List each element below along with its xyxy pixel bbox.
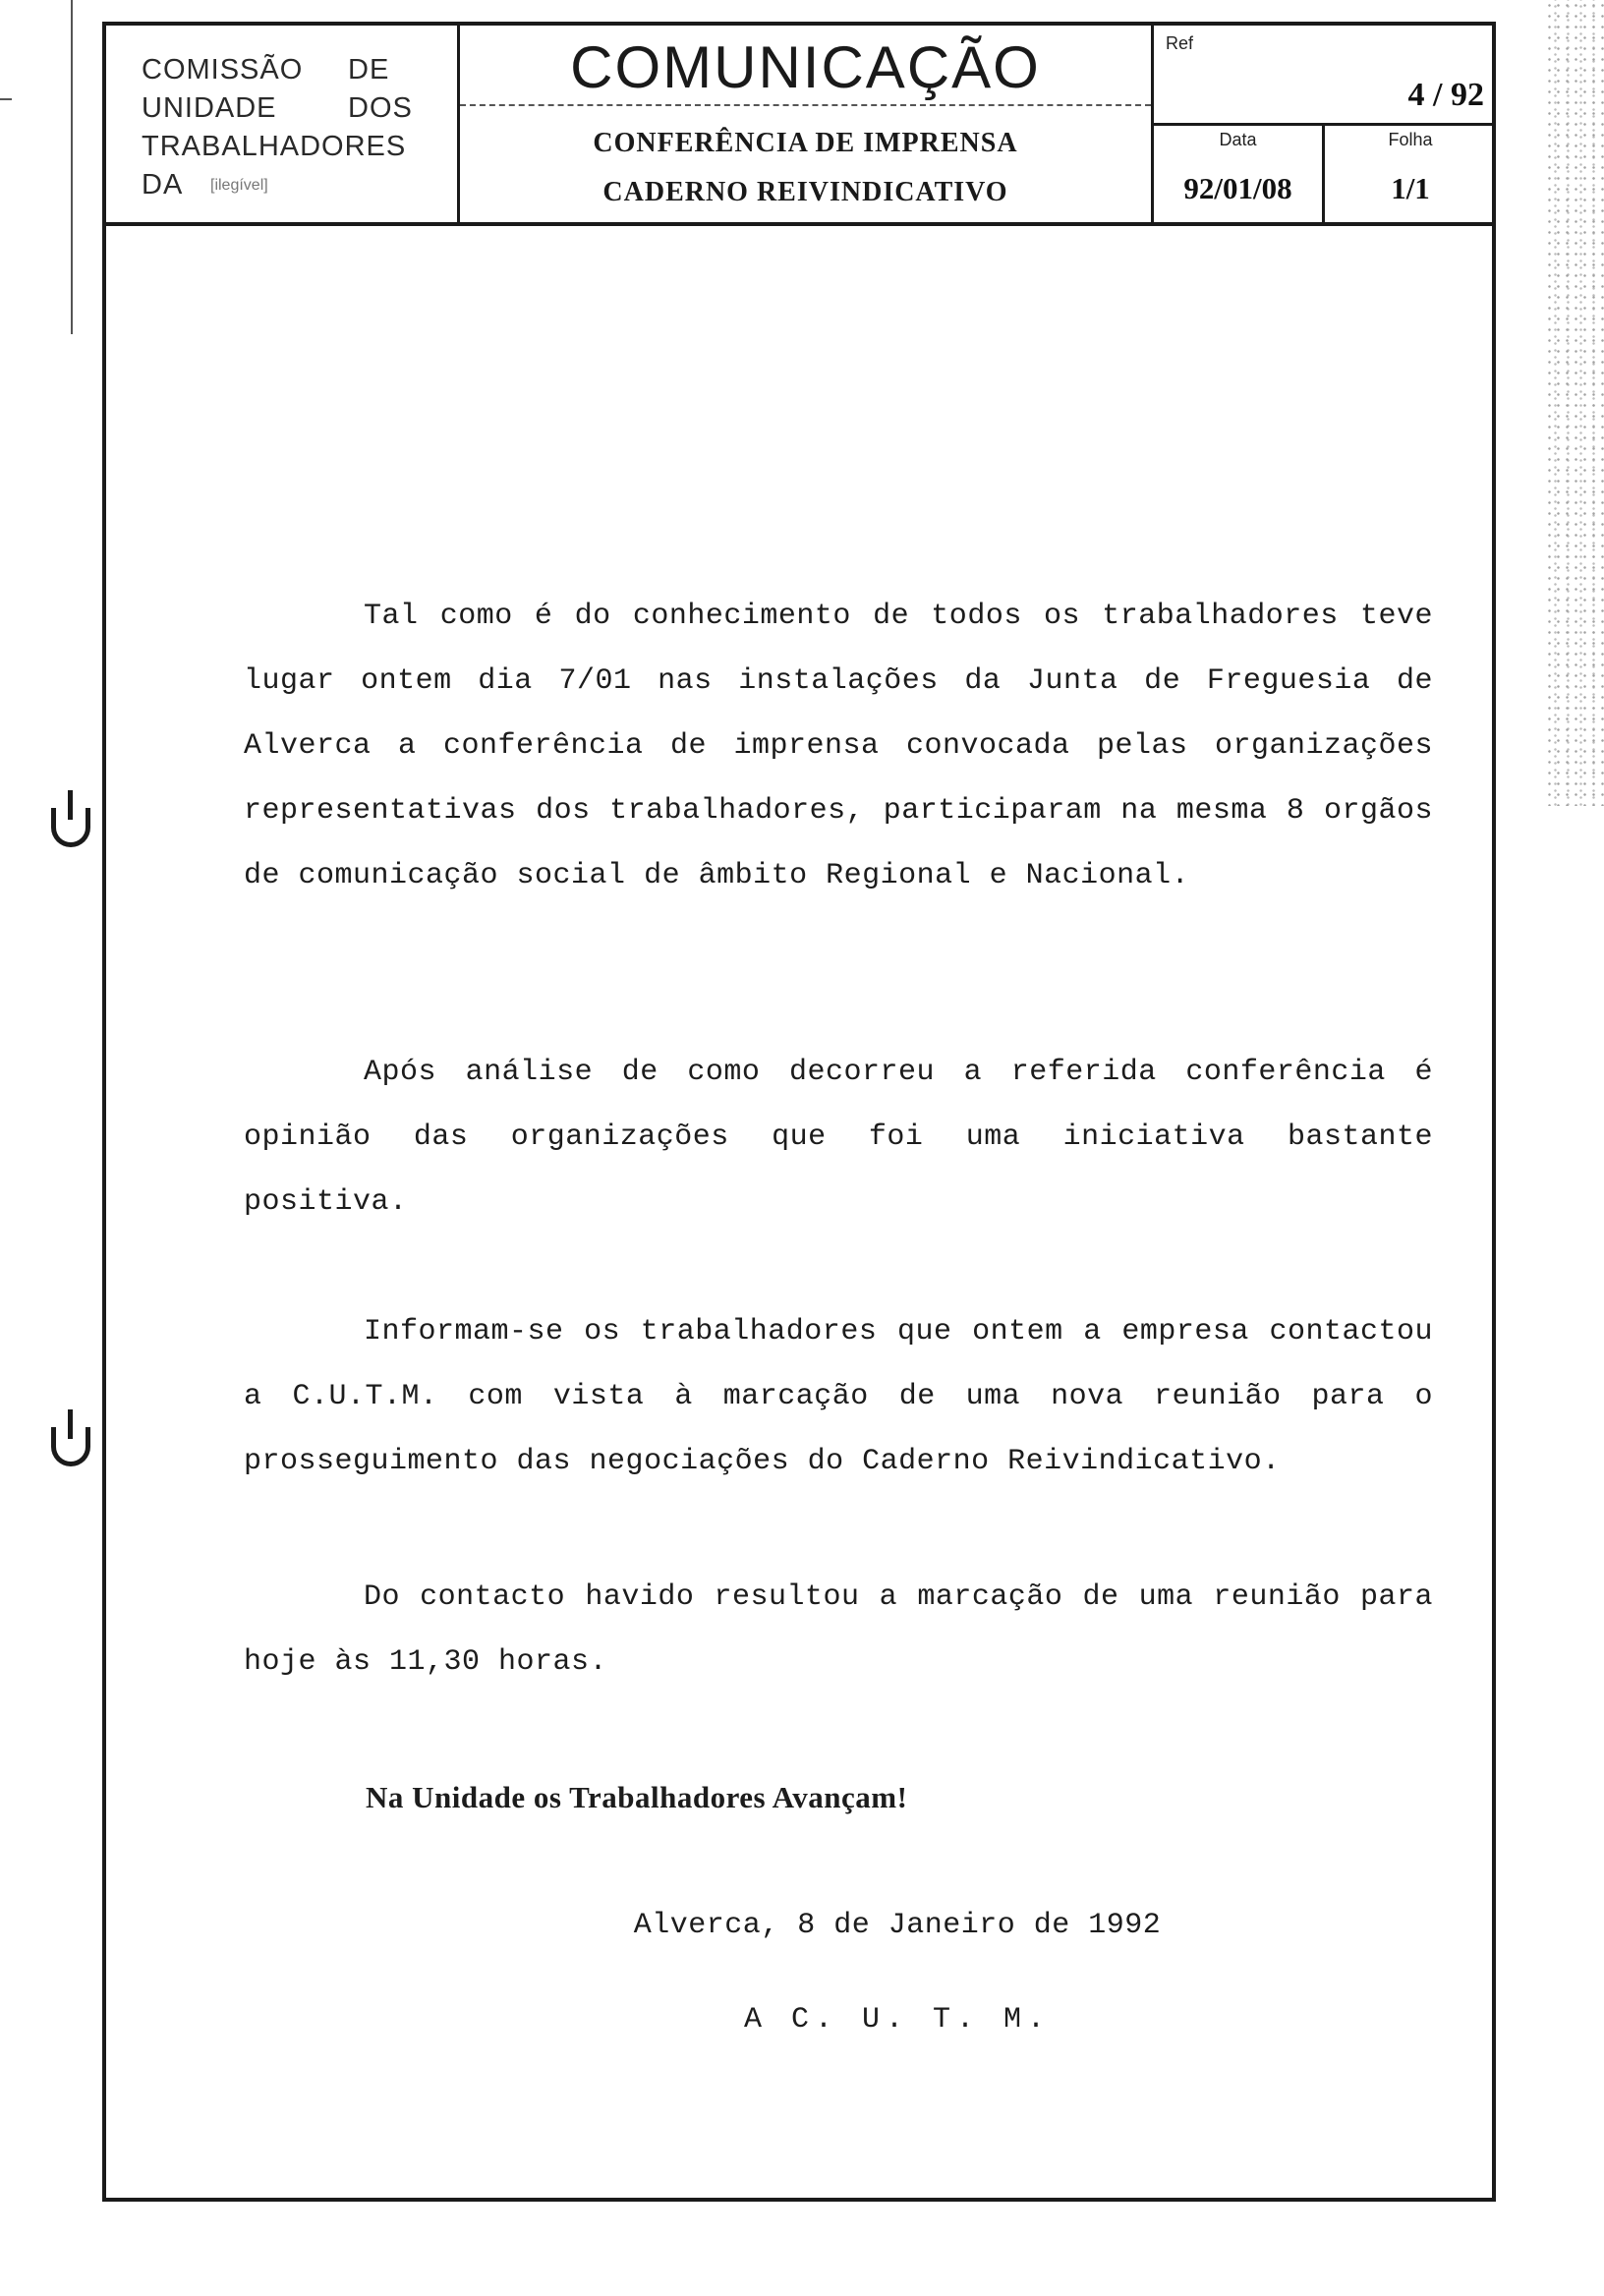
paragraph-contact: Informam-se os trabalhadores que ontem a empresa contactou a C.U.T.M. com vista à marcação de uma nova reunião para o prosseguimento das negociações do Caderno Reivindicativo. (244, 1315, 1433, 1478)
org-line2-b: DOS (348, 92, 413, 124)
date-label: Data (1219, 130, 1257, 149)
ref-box (1154, 26, 1496, 126)
folha-value: 1/1 (1391, 171, 1430, 205)
title-block (460, 26, 1154, 222)
organization-block (106, 26, 460, 222)
margin-tick (0, 98, 12, 100)
folha-box (1325, 126, 1496, 222)
org-line1-a: COMISSÃO (142, 54, 304, 86)
signature: A C. U. T. M. (743, 2003, 1052, 2037)
reference-block (1154, 26, 1496, 222)
place-date: Alverca, 8 de Janeiro de 1992 (633, 1909, 1162, 1942)
scan-noise (1545, 0, 1604, 806)
slogan: Na Unidade os Trabalhadores Avançam! (366, 1780, 908, 1814)
org-line1-b: DE (348, 54, 390, 86)
paragraph-meeting: Do contacto havido resultou a marcação de uma reunião para hoje às 11,30 horas. (244, 1580, 1433, 1679)
date-value: 92/01/08 (1183, 171, 1292, 205)
org-line4-illegible: [ilegível] (210, 177, 268, 194)
folha-label: Folha (1388, 130, 1433, 149)
ref-value: 4 / 92 (1407, 77, 1484, 113)
paragraph-conference: Tal como é do conhecimento de todos os trabalhadores teve lugar ontem dia 7/01 nas instalações da Junta de Freguesia de Alverca a conferência de imprensa convocada pelas organizações representativas dos trabalhadores, participaram na mesma 8 orgãos de comunicação social de âmbito Regional e Nacional. (244, 600, 1433, 892)
date-box (1154, 126, 1325, 222)
binder-hole-mark (51, 1427, 90, 1466)
paragraph-analysis: Após análise de como decorreu a referida conferência é opinião das organizações que foi uma iniciativa bastante positiva. (244, 1056, 1433, 1219)
binder-hole-mark (51, 808, 90, 847)
margin-rule (71, 0, 73, 334)
org-line4: DA (142, 169, 184, 201)
org-line2-a: UNIDADE (142, 92, 277, 124)
org-line3: TRABALHADORES (142, 131, 407, 162)
page-title: COMUNICAÇÃO (460, 31, 1151, 106)
ref-label: Ref (1166, 33, 1194, 53)
subtitle-caderno: CADERNO REIVINDICATIVO (602, 177, 1008, 207)
document-header (106, 26, 1492, 226)
subtitle-conference: CONFERÊNCIA DE IMPRENSA (593, 128, 1018, 158)
